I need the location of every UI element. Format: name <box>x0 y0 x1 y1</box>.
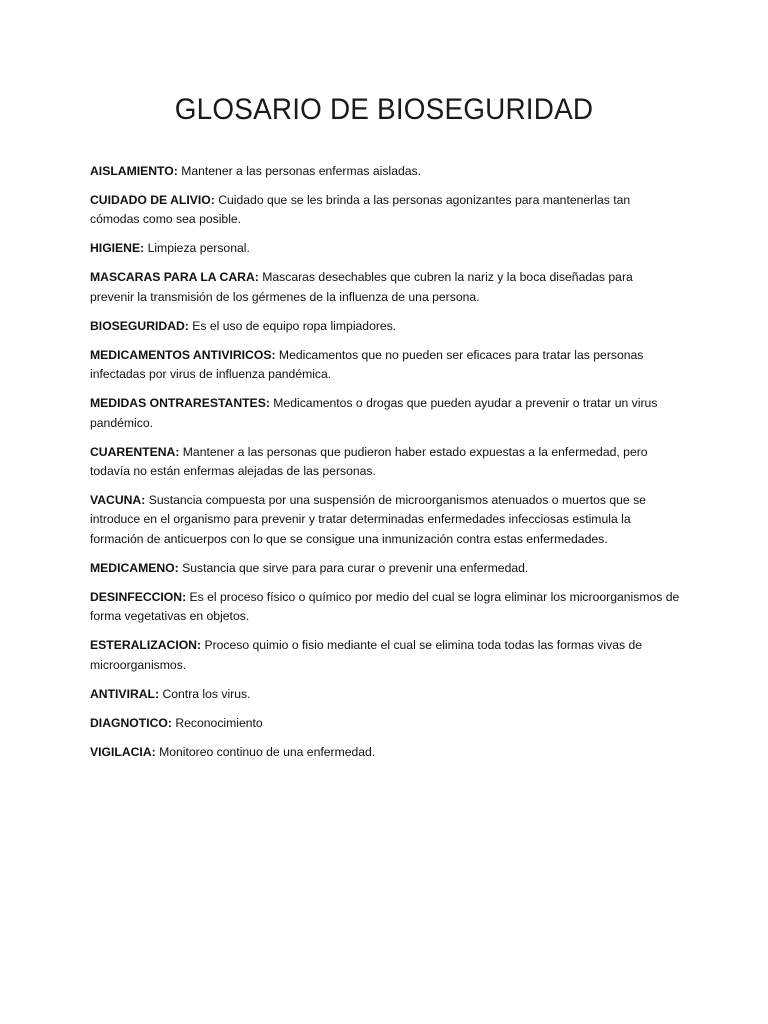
glossary-entry-medicameno <box>90 559 680 578</box>
glossary-term: HIGIENE: <box>90 241 145 256</box>
glossary-entry-cuidado-de-alivio <box>90 191 680 230</box>
glossary-term: DIAGNOTICO: <box>90 715 172 730</box>
glossary-definition: Contra los virus. <box>162 686 251 701</box>
glossary-entry-antiviral <box>90 685 680 704</box>
glossary-definition: Proceso quimio o fisio mediante el cual se elimina toda todas las formas vivas de microorganismos. <box>90 638 643 672</box>
glossary-term: MASCARAS PARA LA CARA: <box>90 270 259 285</box>
glossary-term: ANTIVIRAL: <box>90 686 160 701</box>
glossary-entry-cuarentena <box>90 443 680 482</box>
page-title: GLOSARIO DE BIOSEGURIDAD <box>174 93 594 126</box>
glossary-entry-medidas-ontrarestantes <box>90 394 680 433</box>
glossary-term: CUARENTENA: <box>90 444 180 459</box>
glossary-term: VIGILACIA: <box>90 744 156 759</box>
glossary-entry-higiene <box>90 239 680 258</box>
glossary-term: MEDICAMENTOS ANTIVIRICOS: <box>90 347 276 362</box>
glossary-entry-medicamentos-antiviricos <box>90 346 680 385</box>
glossary-term: CUIDADO DE ALIVIO: <box>90 193 215 207</box>
glossary-definition: Limpieza personal. <box>147 241 250 256</box>
glossary-term: AISLAMIENTO: <box>90 164 178 178</box>
glossary-entry-diagnotico <box>90 714 680 733</box>
glossary-definition: Sustancia compuesta por una suspensión de microorganismos atenuados o muertos que se introduce en el organismo para prevenir y tratar determinadas enfermedades infecciosas estimula la formación de anticuerpos con lo que se consigue una inmunización contra estas enfermedades. <box>90 493 646 546</box>
glossary-term: MEDICAMENO: <box>90 560 179 575</box>
glossary-definition: Mascaras desechables que cubren la nariz y la boca diseñadas para prevenir la transmisión de los gérmenes de la influenza de una persona. <box>90 270 633 304</box>
glossary-definition: Sustancia que sirve para para curar o prevenir una enfermedad. <box>182 560 529 575</box>
glossary-definition: Cuidado que se les brinda a las personas agonizantes para mantenerlas tan cómodas como sea posible. <box>90 193 631 227</box>
glossary-definition: Es el proceso físico o químico por medio del cual se logra eliminar los microorganismos de forma vegetativas en objetos. <box>90 589 680 624</box>
glossary-definition: Medicamentos o drogas que pueden ayudar a prevenir o tratar un virus pandémico. <box>90 396 658 430</box>
glossary-definition: Monitoreo continuo de una enfermedad. <box>159 744 376 759</box>
glossary-term: MEDIDAS ONTRARESTANTES: <box>90 396 270 411</box>
glossary-entry-esteralizacion <box>90 636 680 675</box>
glossary-entry-aislamiento <box>90 162 680 181</box>
glossary-list <box>90 162 680 772</box>
glossary-definition: Es el uso de equipo ropa limpiadores. <box>192 318 397 333</box>
glossary-definition: Medicamentos que no pueden ser eficaces para tratar las personas infectadas por virus de influenza pandémica. <box>90 347 644 382</box>
glossary-definition: Reconocimiento <box>175 715 263 730</box>
glossary-entry-vigilacia <box>90 743 680 762</box>
glossary-entry-mascaras <box>90 268 680 307</box>
glossary-entry-vacuna <box>90 491 680 549</box>
glossary-term: ESTERALIZACION: <box>90 638 202 653</box>
glossary-term: BIOSEGURIDAD: <box>90 318 189 333</box>
glossary-entry-desinfeccion <box>90 588 680 627</box>
glossary-term: DESINFECCION: <box>90 589 187 604</box>
glossary-definition: Mantener a las personas que pudieron haber estado expuestas a la enfermedad, pero todavía no están enfermas alejadas de las personas. <box>90 444 648 479</box>
glossary-term: VACUNA: <box>90 493 146 508</box>
glossary-entry-bioseguridad <box>90 317 680 336</box>
glossary-definition: Mantener a las personas enfermas aisladas. <box>181 164 422 178</box>
